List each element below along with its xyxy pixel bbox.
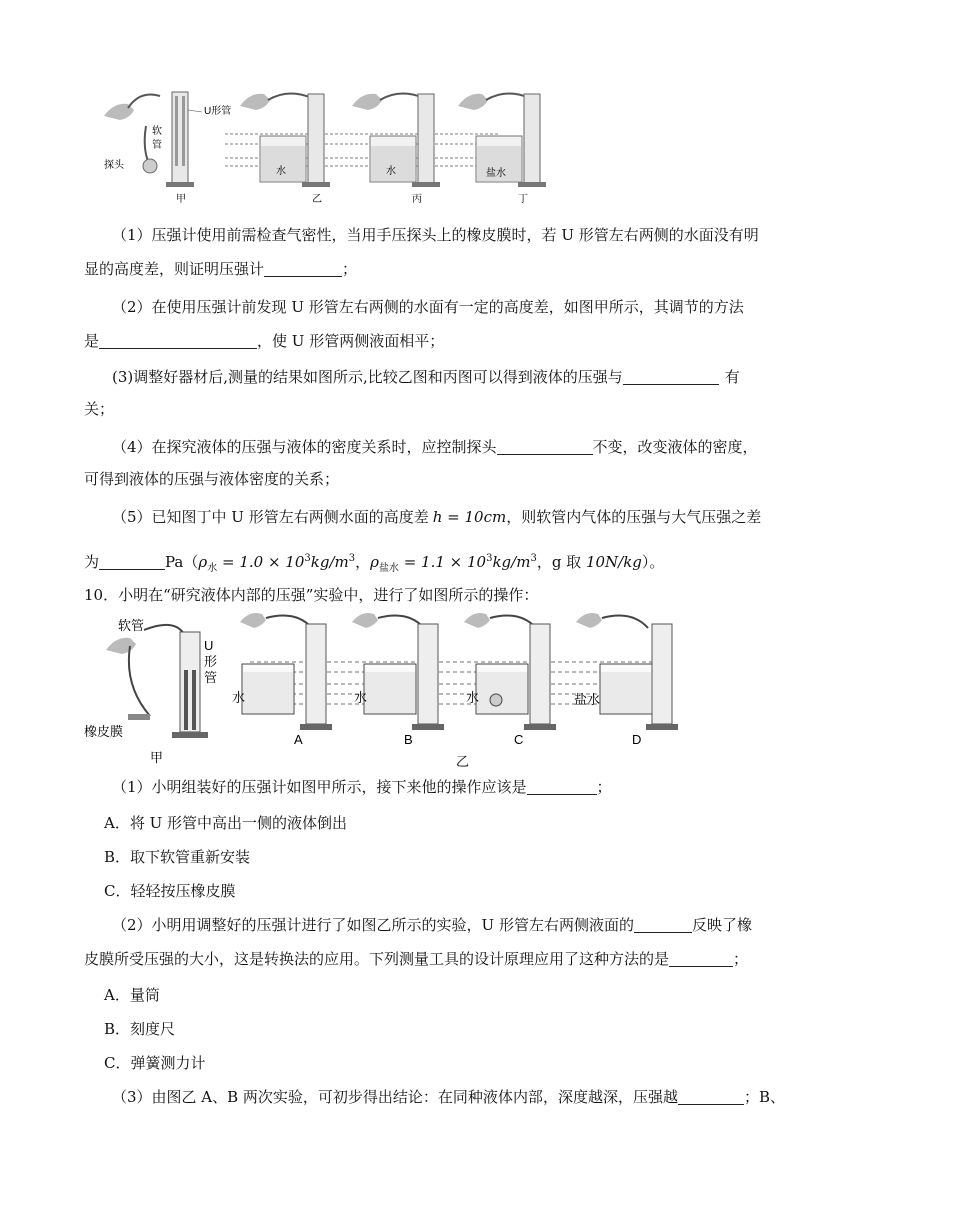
q9-blank-3[interactable] <box>623 368 719 385</box>
apparatus-q10-d <box>576 613 678 730</box>
q9-part2-line1: （2）在使用压强计前发现 U 形管左右两侧的水面有一定的高度差，如图甲所示，其调节的方法 <box>112 298 744 316</box>
q10-opt1-c: C．轻轻按压橡皮膜 <box>104 882 236 900</box>
q10-opt1-b: B．取下软管重新安装 <box>104 848 251 866</box>
rho-water-unit: kg/m <box>310 553 349 571</box>
apparatus-q10-b <box>352 613 444 730</box>
apparatus-jia <box>104 92 194 187</box>
label-q10-water-a: 水 <box>232 690 246 705</box>
q9-unit-pa: Pa（ <box>165 553 199 571</box>
q10-part2-end-2: ； <box>733 950 749 968</box>
q9-part1-line1: （1）压强计使用前需检查气密性，当用手压探头上的橡皮膜时，若 U 形管左右两侧的水面没有明 <box>112 226 759 244</box>
label-q10-u2: 形 <box>204 654 218 669</box>
q9-blank-4[interactable] <box>497 438 593 455</box>
q9-part3-line2: 关； <box>84 400 115 418</box>
q9-part4-line1 <box>112 436 972 458</box>
q9-part5-end: ，则软管内气体的压强与大气压强之差 <box>506 508 762 526</box>
label-q10-hose: 软管 <box>118 618 145 633</box>
rho-salt-symbol: ρ <box>370 553 379 571</box>
rho-water-symbol: ρ <box>198 553 208 571</box>
q9-part2-line2 <box>84 330 944 352</box>
label-q10-salt-d: 盐水 <box>574 692 601 707</box>
q9-part5-text: （5）已知图丁中 U 形管左右两侧水面的高度差 <box>112 508 429 526</box>
q10-part2-line1 <box>112 914 972 936</box>
figure-1-pressure-gauge <box>100 86 560 206</box>
q10-part3 <box>112 1086 972 1108</box>
q9-part5-line1 <box>112 506 972 528</box>
label-salt-ding: 盐水 <box>486 168 506 179</box>
caption-q10-c: C <box>514 732 524 747</box>
q10-part3-end: ；B、 <box>743 1088 785 1106</box>
label-probe: 探头 <box>104 160 124 171</box>
q9-part5-line2: 为 $Pa(\rho_水 = 1.0 \times 10^3kg/m^3$，$\rho_{盐水} = 1.1 \times 10^3kg/m^3$，g 取 10N/kg）。 <box>84 553 665 574</box>
q10-opt1-a: A．将 U 形管中高出一侧的液体倒出 <box>104 814 348 832</box>
rho-water-unit-exp: 3 <box>348 553 356 564</box>
caption-q10-jia: 甲 <box>150 750 164 765</box>
label-q10-water-c: 水 <box>466 690 480 705</box>
q10-part1-text: （1）小明组装好的压强计如图甲所示，接下来他的操作应该是 <box>112 778 527 796</box>
q10-part1 <box>112 776 972 798</box>
q9-part3-text: (3)调整好器材后,测量的结果如图所示,比较乙图和丙图可以得到液体的压强与 <box>112 368 623 386</box>
caption-q10-b: B <box>404 732 413 747</box>
apparatus-q10-jia <box>106 625 208 738</box>
q10-part2-text-2: 皮膜所受压强的大小，这是转换法的应用。下列测量工具的设计原理应用了这种方法的是 <box>84 950 670 968</box>
caption-bing: 丙 <box>412 194 422 205</box>
q9-part3-end: 有 <box>724 368 740 386</box>
rho-water-value: = 1.0 × 10 <box>217 553 305 571</box>
q9-part1-line2 <box>84 258 944 280</box>
q10-part2-line2 <box>84 948 944 970</box>
q10-part2-end: 反映了橡 <box>691 916 752 934</box>
q10-stem: 10．小明在“研究液体内部的压强”实验中，进行了如图所示的操作： <box>84 586 539 604</box>
label-hose-a: 软 <box>152 126 162 137</box>
q9-blank-2[interactable] <box>99 332 257 349</box>
q9-part5-h-value: h = 10cm <box>432 508 507 526</box>
label-u-tube: U形管 <box>204 106 232 117</box>
q9-part1-text: 显的高度差，则证明压强计 <box>84 260 265 278</box>
rho-water-exp: 3 <box>304 553 311 564</box>
label-water-yi: 水 <box>276 166 286 177</box>
q10-opt2-c: C．弹簧测力计 <box>104 1054 206 1072</box>
q9-part5-close: ）。 <box>641 553 665 571</box>
rho-salt-value: = 1.1 × 10 <box>398 553 487 571</box>
q10-blank-4[interactable] <box>678 1088 744 1105</box>
label-q10-water-b: 水 <box>354 690 368 705</box>
q10-part1-end: ； <box>596 778 612 796</box>
g-value: 10N/kg <box>585 553 642 571</box>
figure-2-experiment <box>84 610 700 770</box>
apparatus-q10-a <box>240 613 332 730</box>
q10-blank-3[interactable] <box>669 950 733 967</box>
q9-part4-end: 不变，改变液体的密度， <box>592 438 758 456</box>
q9-part2-end: ，使 U 形管两侧液面相平； <box>257 332 445 350</box>
q9-part1-end: ； <box>342 260 358 278</box>
q9-blank-1[interactable] <box>264 260 342 277</box>
label-q10-u1: U <box>204 638 214 653</box>
rho-salt-sub: 盐水 <box>378 563 399 574</box>
apparatus-bing <box>352 93 440 187</box>
q10-part2-text: （2）小明用调整好的压强计进行了如图乙所示的实验，U 形管左右两侧液面的 <box>112 916 634 934</box>
apparatus-q10-c <box>464 613 556 730</box>
label-hose-b: 管 <box>152 140 162 151</box>
caption-jia: 甲 <box>176 194 186 205</box>
q10-blank-1[interactable] <box>527 778 597 795</box>
q10-opt2-b: B．刻度尺 <box>104 1020 176 1038</box>
caption-q10-a: A <box>294 732 303 747</box>
caption-yi: 乙 <box>312 194 322 205</box>
caption-q10-yi: 乙 <box>456 754 470 769</box>
q10-opt2-a: A．量筒 <box>104 986 160 1004</box>
q9-blank-5[interactable] <box>99 553 165 570</box>
label-q10-membrane: 橡皮膜 <box>84 724 124 739</box>
rho-salt-unit-exp: 3 <box>530 553 537 564</box>
rho-salt-unit: kg/m <box>492 553 531 571</box>
q9-part2-text: 是 <box>84 332 100 350</box>
q9-part4-text: （4）在探究液体的压强与液体的密度关系时，应控制探头 <box>112 438 497 456</box>
rho-salt-exp: 3 <box>486 553 493 564</box>
q9-part5-prefix: 为 <box>84 553 100 571</box>
caption-ding: 丁 <box>518 194 528 205</box>
caption-q10-d: D <box>632 732 642 747</box>
q10-part3-text: （3）由图乙 A、B 两次实验，可初步得出结论：在同种液体内部，深度越深，压强越 <box>112 1088 678 1106</box>
g-text: ，g 取 <box>536 553 586 571</box>
q9-part3-line1 <box>112 366 972 388</box>
label-water-bing: 水 <box>386 166 396 177</box>
q9-part4-line2: 可得到液体的压强与液体密度的关系； <box>84 470 340 488</box>
rho-water-sub: 水 <box>207 563 218 574</box>
label-q10-u3: 管 <box>204 670 218 685</box>
q10-blank-2[interactable] <box>634 916 692 933</box>
